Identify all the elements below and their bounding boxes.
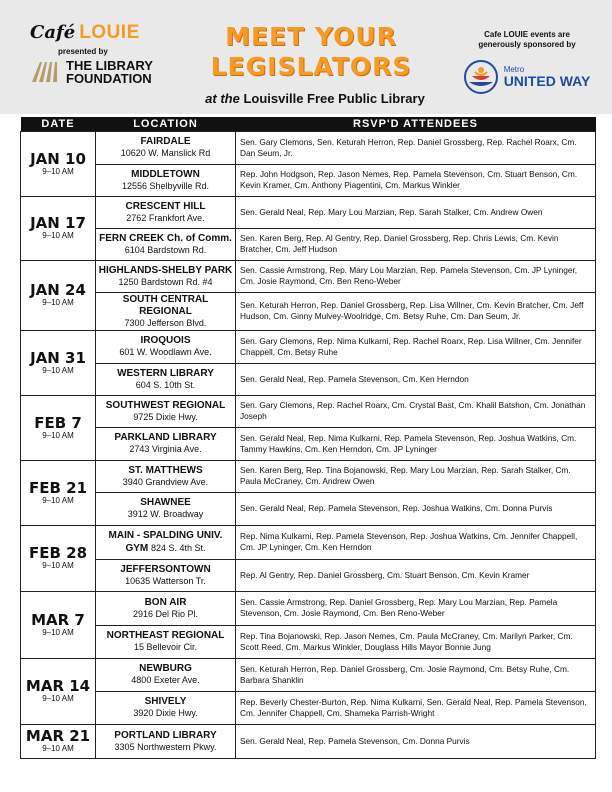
library-line-1: THE LIBRARY — [66, 58, 153, 73]
location-address: 2762 Frankfort Ave. — [126, 212, 205, 223]
united-way-hand-icon — [464, 60, 498, 94]
location-cell — [96, 330, 236, 363]
location-name: ST. MATTHEWS — [128, 464, 203, 476]
location-address: 601 W. Woodlawn Ave. — [119, 347, 212, 357]
location-name: PARKLAND LIBRARY — [114, 432, 217, 443]
header-banner — [0, 0, 612, 114]
attendees-cell: Sen. Gary Clemons, Rep. Rachel Roarx, Cm. Crystal Bast, Cm. Khalil Batshon, Cm. Jonathan Joseph — [236, 395, 596, 427]
table-row — [21, 196, 596, 228]
time-label: 9–10 AM — [42, 744, 74, 753]
cafe-louie-text: LOUIE — [79, 22, 140, 43]
location-name: NORTHEAST REGIONAL — [106, 630, 225, 641]
location-cell — [96, 559, 236, 591]
page-subtitle — [180, 91, 450, 106]
table-row — [21, 330, 596, 363]
location-name: SOUTH CENTRAL REGIONAL — [122, 293, 209, 317]
date-cell — [21, 658, 96, 724]
attendees-cell: Sen. Gary Clemons, Sen. Keturah Herron, Rep. Daniel Grossberg, Rep. Rachel Roarx, Cm. Dan Seum, Jr. — [236, 131, 596, 164]
location-name: HIGHLANDS-SHELBY PARK — [98, 264, 233, 276]
location-name: FAIRDALE — [140, 136, 191, 147]
date-label: JAN 17 — [30, 214, 86, 232]
location-cell — [96, 691, 236, 724]
time-label: 9–10 AM — [42, 298, 74, 307]
attendees-cell: Rep. Nima Kulkarni, Rep. Pamela Stevenson, Rep. Joshua Watkins, Cm. Jennifer Chappell, Cm. JP Lyninger, Cm. Ken Herndon — [236, 525, 596, 559]
table-row — [21, 658, 596, 691]
date-label: MAR 7 — [31, 610, 85, 629]
location-cell — [96, 131, 236, 164]
date-label: FEB 7 — [34, 413, 82, 432]
table-row — [21, 691, 596, 724]
date-cell — [21, 395, 96, 460]
time-label: 9–10 AM — [42, 561, 74, 570]
presented-by-text: presented by — [58, 47, 108, 56]
date-label: FEB 21 — [28, 478, 88, 497]
time-label: 9–10 AM — [42, 430, 74, 440]
location-address: 10620 W. Manslick Rd — [120, 148, 211, 158]
table-row — [21, 591, 596, 625]
attendees-cell: Rep. Al Gentry, Rep. Daniel Grossberg, Cm. Stuart Benson, Cm. Kevin Kramer — [236, 559, 596, 591]
table-row — [21, 625, 596, 658]
date-cell — [21, 131, 96, 196]
location-cell — [96, 525, 236, 559]
date-cell — [21, 591, 96, 658]
location-cell — [96, 395, 236, 427]
location-cell — [96, 724, 236, 758]
location-address: 15 Bellevoir Cir. — [133, 642, 198, 652]
location-address: 9725 Dixie Hwy. — [133, 411, 198, 422]
column-header-date: DATE — [21, 117, 96, 131]
attendees-cell: Sen. Karen Berg, Rep. Al Gentry, Rep. Daniel Grossberg, Rep. Chris Lewis, Cm. Kevin Bratcher, Cm. Jeff Hudson — [236, 228, 596, 260]
library-foundation-text — [66, 59, 153, 85]
location-cell — [96, 363, 236, 395]
table-row — [21, 228, 596, 260]
table-row — [21, 724, 596, 758]
attendees-cell: Sen. Gerald Neal, Rep. Pamela Stevenson, Rep. Joshua Watkins, Cm. Donna Purvis — [236, 492, 596, 525]
location-name: SHIVELY — [144, 696, 187, 707]
location-address: 604 S. 10th St. — [135, 379, 196, 390]
table-row — [21, 363, 596, 395]
column-header-location: LOCATION — [96, 117, 236, 131]
date-label: JAN 10 — [30, 149, 86, 168]
location-address: 1250 Bardstown Rd. #4 — [118, 276, 213, 287]
attendees-cell: Sen. Gerald Neal, Rep. Pamela Stevenson, Cm. Donna Purvis — [236, 724, 596, 758]
time-label: 9–10 AM — [42, 495, 74, 505]
location-name-gym: GYM — [125, 542, 149, 554]
subtitle-place: Louisville Free Public Library — [243, 91, 425, 106]
location-address: 3920 Dixie Hwy. — [133, 708, 198, 718]
time-label: 9–10 AM — [42, 365, 74, 375]
time-label: 9–10 AM — [42, 166, 74, 176]
page-title — [196, 22, 426, 82]
sponsor-line-2: generously sponsored by — [478, 40, 576, 49]
attendees-cell: Sen. Gerald Neal, Rep. Pamela Stevenson, Cm. Ken Herndon — [236, 363, 596, 395]
table-row — [21, 559, 596, 591]
attendees-cell: Sen. Cassie Armstrong, Rep. Daniel Grossberg, Rep. Mary Lou Marzian, Rep. Pamela Stevenson, Cm. Josie Raymond, Cm. Ben Reno-Weber — [236, 591, 596, 625]
location-address: 10635 Watterson Tr. — [125, 575, 206, 586]
cafe-script-text: Café — [30, 22, 76, 43]
location-address: 3305 Northwestern Pkwy. — [114, 741, 217, 752]
location-cell — [96, 260, 236, 292]
location-name: NEWBURG — [139, 663, 192, 674]
date-cell — [21, 525, 96, 591]
date-cell — [21, 460, 96, 525]
location-address: 12556 Shelbyville Rd. — [121, 180, 210, 191]
location-address: 2743 Virginia Ave. — [129, 444, 202, 454]
location-address: 3940 Grandview Ave. — [122, 476, 209, 487]
location-name: PORTLAND LIBRARY — [114, 729, 217, 741]
date-cell — [21, 330, 96, 395]
location-name: WESTERN LIBRARY — [117, 367, 214, 379]
location-name-line-2 — [98, 542, 233, 555]
sponsor-note — [462, 30, 592, 50]
table-row — [21, 164, 596, 196]
date-label: JAN 24 — [30, 281, 86, 299]
location-cell — [96, 164, 236, 196]
location-name: SOUTHWEST REGIONAL — [105, 399, 226, 411]
time-label: 9–10 AM — [42, 694, 74, 703]
table-row — [21, 525, 596, 559]
table-row — [21, 460, 596, 492]
attendees-cell: Sen. Keturah Herron, Rep. Daniel Grossberg, Cm. Josie Raymond, Cm. Betsy Ruhe, Cm. Barbara Shanklin — [236, 658, 596, 691]
title-line-2: LEGISLATORS — [210, 52, 412, 81]
library-foundation-logo — [30, 59, 170, 85]
location-cell — [96, 228, 236, 260]
location-name: MAIN - SPALDING UNIV. — [108, 529, 223, 541]
table-row — [21, 492, 596, 525]
location-cell — [96, 196, 236, 228]
attendees-cell: Rep. Beverly Chester-Burton, Rep. Nima Kulkarni, Sen. Gerald Neal, Rep. Pamela Stevenson, Cm. Jennifer Chappell, Cm. Shameka Parrish-Wright — [236, 691, 596, 724]
sponsor-line-1: Cafe LOUIE events are — [484, 30, 570, 39]
date-label: MAR 14 — [25, 677, 91, 695]
united-way-logo — [462, 60, 592, 94]
cafe-louie-logo — [30, 22, 170, 44]
location-address: 3912 W. Broadway — [127, 509, 204, 519]
date-cell — [21, 724, 96, 758]
subtitle-at: at the — [205, 91, 240, 106]
location-name: FERN CREEK Ch. of Comm. — [99, 232, 232, 244]
location-name: JEFFERSONTOWN — [120, 563, 211, 575]
united-way-name: UNITED WAY — [503, 73, 591, 89]
schedule-table — [20, 117, 596, 759]
united-way-text — [504, 65, 591, 89]
location-name: SHAWNEE — [140, 497, 191, 508]
table-row — [21, 131, 596, 164]
date-cell — [21, 196, 96, 260]
date-label: JAN 31 — [30, 348, 86, 367]
table-row — [21, 260, 596, 292]
location-cell — [96, 591, 236, 625]
location-address: 2916 Del Rio Pl. — [132, 608, 199, 619]
time-label: 9–10 AM — [42, 627, 74, 637]
table-header-row — [21, 117, 596, 131]
column-header-attendees: RSVP'D ATTENDEES — [236, 117, 596, 131]
location-address: 4800 Exeter Ave. — [131, 675, 200, 685]
location-name: IROQUOIS — [140, 335, 191, 346]
location-cell — [96, 625, 236, 658]
table-row — [21, 427, 596, 460]
location-cell — [96, 292, 236, 330]
attendees-cell: Sen. Gerald Neal, Rep. Mary Lou Marzian, Rep. Sarah Stalker, Cm. Andrew Owen — [236, 196, 596, 228]
location-address: 6104 Bardstown Rd. — [124, 244, 207, 255]
attendees-cell: Rep. Tina Bojanowski, Rep. Jason Nemes, Cm. Paula McCraney, Cm. Marilyn Parker, Cm. Scott Reed, Cm. Markus Winkler, Douglass Hills Mayor Bonnie Jung — [236, 625, 596, 658]
table-row — [21, 292, 596, 330]
table-row — [21, 395, 596, 427]
location-cell — [96, 460, 236, 492]
library-line-2: FOUNDATION — [66, 71, 152, 86]
location-cell — [96, 658, 236, 691]
location-name: CRESCENT HILL — [125, 200, 206, 212]
location-cell — [96, 492, 236, 525]
location-name: BON AIR — [144, 596, 187, 608]
location-address: 7300 Jefferson Blvd. — [124, 317, 207, 328]
attendees-cell: Sen. Cassie Armstrong, Rep. Mary Lou Marzian, Rep. Pamela Stevenson, Cm. JP Lyninger, Cm. Josie Raymond, Cm. Ben Reno-Weber — [236, 260, 596, 292]
attendees-cell: Sen. Keturah Herron, Rep. Daniel Grossberg, Rep. Lisa Willner, Cm. Kevin Bratcher, Cm. Jeff Hudson, Cm. Ginny Mulvey-Woolridge, Cm. Betsy Ruhe, Cm. Dan Seum, Jr. — [236, 292, 596, 330]
location-cell — [96, 427, 236, 460]
united-way-metro: Metro — [503, 65, 525, 74]
sponsor-block — [462, 30, 592, 94]
title-line-1: MEET YOUR — [225, 22, 397, 51]
date-cell — [21, 260, 96, 330]
cafe-louie-logo-block — [30, 22, 170, 85]
location-address: 824 S. 4th St. — [151, 542, 206, 553]
attendees-cell: Sen. Gary Clemons, Rep. Nima Kulkarni, Rep. Rachel Roarx, Rep. Lisa Willner, Cm. Jennifer Chappell, Cm. Betsy Ruhe — [236, 330, 596, 363]
date-label: MAR 21 — [25, 727, 91, 745]
library-columns-icon — [30, 60, 60, 84]
time-label: 9–10 AM — [42, 231, 74, 240]
location-name: MIDDLETOWN — [131, 168, 200, 180]
attendees-cell: Rep. John Hodgson, Rep. Jason Nemes, Rep. Pamela Stevenson, Cm. Stuart Benson, Cm. Kevin Kramer, Cm. Anthony Piagentini, Cm. Markus Winkler — [236, 164, 596, 196]
attendees-cell: Sen. Gerald Neal, Rep. Nima Kulkarni, Rep. Pamela Stevenson, Rep. Joshua Watkins, Cm. Tammy Hawkins, Cm. Ken Herndon, Cm. JP Lyninger — [236, 427, 596, 460]
attendees-cell: Sen. Karen Berg, Rep. Tina Bojanowski, Rep. Mary Lou Marzian, Rep. Sarah Stalker, Cm. Paula McCraney, Cm. Andrew Owen — [236, 460, 596, 492]
date-label: FEB 28 — [28, 544, 88, 562]
